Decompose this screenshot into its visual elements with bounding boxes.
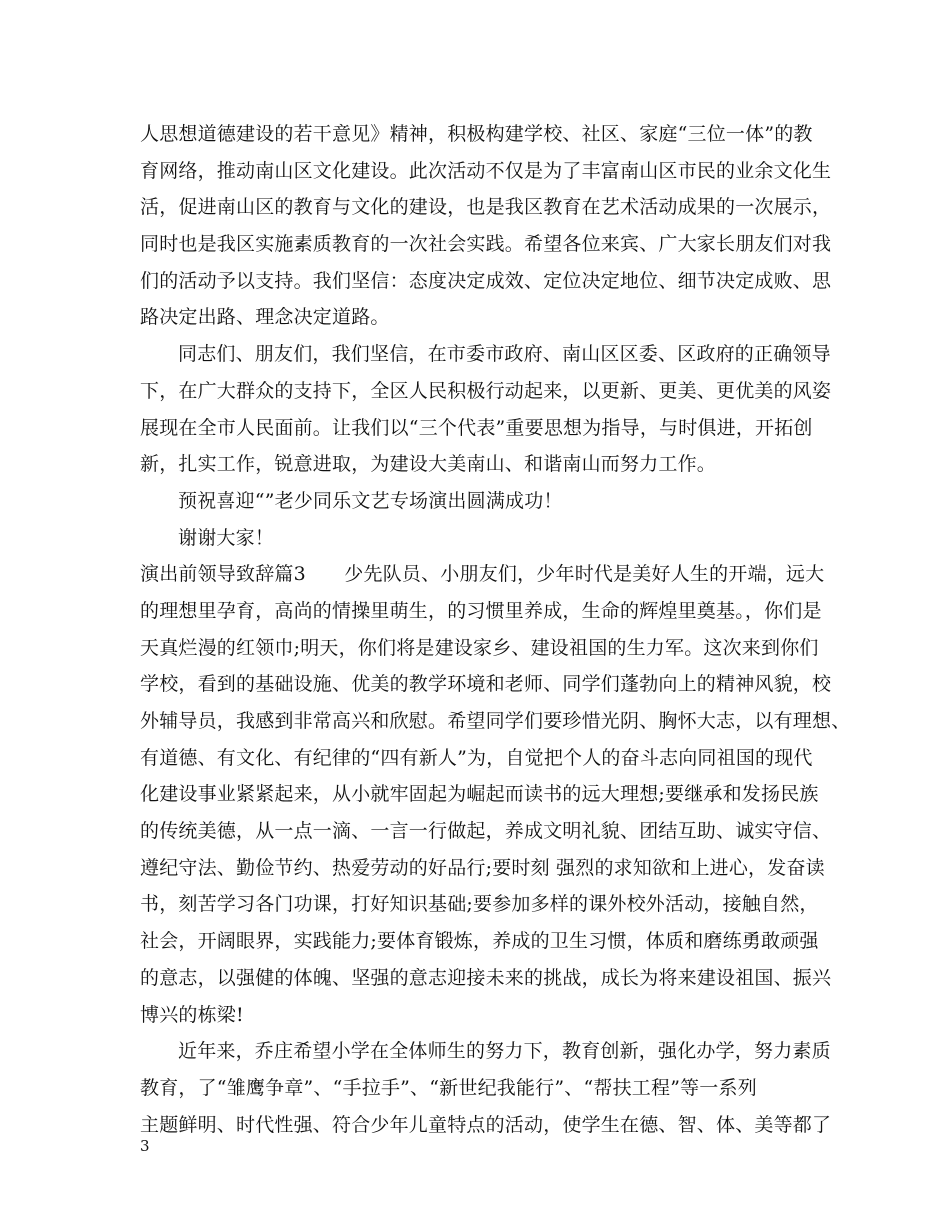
- text-line: 同时也是我区实施素质教育的一次社会实践。希望各位来宾、广大家长朋友们对我: [140, 233, 832, 256]
- text-line: 遵纪守法、勤俭节约、热爱劳动的好品行;要时刻 强烈的求知欲和上进心，发奋读: [140, 856, 825, 879]
- text-line: 同志们、朋友们，我们坚信，在市委市政府、南山区区委、区政府的正确领导: [178, 343, 831, 366]
- text-line: 的意志，以强健的体魄、坚强的意志迎接未来的挑战，成长为将来建设祖国、振兴: [140, 966, 832, 989]
- text-line: 书，刻苦学习各门功课，打好知识基础;要参加多样的课外校外活动，接触自然，: [140, 893, 819, 916]
- text-line: 主题鲜明、时代性强、符合少年儿童特点的活动，使学生在德、智、体、美等都了: [140, 1113, 832, 1136]
- text-line: 的传统美德，从一点一滴、一言一行做起，养成文明礼貌、团结互助、诚实守信、: [140, 820, 832, 843]
- text-line: 外辅导员，我感到非常高兴和欣慰。希望同学们要珍惜光阴、胸怀大志，以有理想、: [140, 710, 851, 732]
- text-line: 天真烂漫的红领巾;明天，你们将是建设家乡、建设祖国的生力军。这次来到你们: [140, 636, 819, 659]
- text-line: 下，在广大群众的支持下，全区人民积极行动起来，以更新、更美、更优美的风姿: [140, 379, 832, 402]
- text-line: 有道德、有文化、有纪律的“四有新人”为，自觉把个人的奋斗志向同祖国的现代: [140, 746, 813, 769]
- text-line: 人思想道德建设的若干意见》精神，积极构建学校、社区、家庭“三位一体”的教: [140, 123, 813, 145]
- text-line: 化建设事业紧紧起来，从小就牢固起为崛起而读书的远大理想;要继承和发扬民族: [140, 783, 819, 806]
- text-line: 谢谢大家！: [178, 526, 275, 549]
- text-line: 预祝喜迎“”老少同乐文艺专场演出圆满成功！: [178, 489, 563, 512]
- text-line: 路决定出路、理念决定道路。: [140, 306, 390, 329]
- page-number: 3: [140, 1137, 150, 1155]
- text-line: 学校，看到的基础设施、优美的教学环境和老师、同学们蓬勃向上的精神风貌，校: [140, 673, 832, 696]
- text-line: 育网络，推动南山区文化建设。此次活动不仅是为了丰富南山区市民的业余文化生: [140, 159, 832, 182]
- text-line: 展现在全市人民面前。让我们以“三个代表”重要思想为指导，与时俱进，开拓创: [140, 416, 813, 439]
- text-line: 的理想里孕育，高尚的情操里萌生，的习惯里养成，生命的辉煌里奠基。，你们是: [140, 599, 822, 622]
- text-line: 们的活动予以支持。我们坚信：态度决定成效、定位决定地位、细节决定成败、思: [140, 269, 832, 292]
- text-line: 博兴的栋梁!: [140, 1003, 244, 1026]
- document-body: [140, 116, 851, 1143]
- text-line: 社会，开阔眼界，实践能力;要体育锻炼，养成的卫生习惯，体质和磨练勇敢顽强: [140, 930, 819, 953]
- text-line: 新，扎实工作，锐意进取，为建设大美南山、和谐南山而努力工作。: [140, 453, 717, 476]
- text-line: 活，促进南山区的教育与文化的建设，也是我区教育在艺术活动成果的一次展示，: [140, 196, 832, 219]
- text-line: 教育，了“雏鹰争章”、“手拉手”、“新世纪我能行”、“帮扶工程”等一系列: [140, 1076, 757, 1099]
- section-heading-line: 演出前领导致辞篇3 少先队员、小朋友们，少年时代是美好人生的开端，远大: [140, 563, 825, 586]
- text-line: 近年来，乔庄希望小学在全体师生的努力下，教育创新，强化办学，努力素质: [178, 1040, 831, 1063]
